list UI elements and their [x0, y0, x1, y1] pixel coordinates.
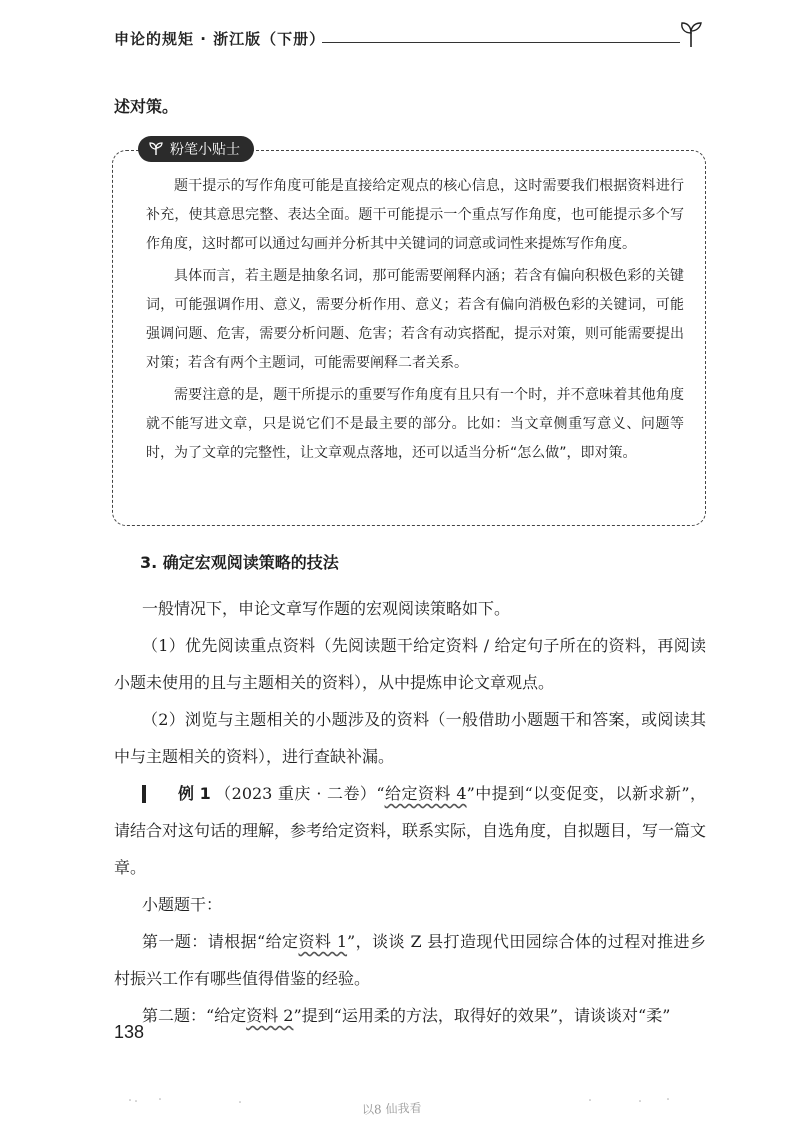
tip-paragraph: 需要注意的是，题干所提示的重要写作角度有且只有一个时，并不意味着其他角度就不能写进文章，只是说它们不是最主要的部分。比如：当文章侧重写意义、问题等时，为了文章的完整性，让文章观点落地，还可以适当分析“怎么做”，即对策。 — [146, 387, 684, 461]
example-text-b: ”中提到“以变促变，以新求新”，请结合对这句话的理解，参考给定资料，联系实际，自选角度，自拟题目，写一篇文章。 — [114, 784, 707, 877]
main-body — [114, 590, 706, 1034]
sub-heading: 小题题干： — [142, 895, 223, 914]
question-2 — [114, 997, 706, 1034]
question-1-text-a: 第一题：请根据“给定 — [142, 932, 299, 951]
leaf-icon — [148, 142, 164, 156]
tip-badge-label: 粉笔小贴士 — [170, 142, 240, 158]
section-title: 3. 确定宏观阅读策略的技法 — [140, 553, 339, 572]
header-rule — [322, 42, 680, 43]
question-1-text-b: ”，谈谈 Z 县打造现代田园综合体的过程对推进乡村振兴工作有哪些值得借鉴的经验。 — [114, 932, 706, 988]
question-2-text-b: ”提到“运用柔的方法，取得好的效果”，请谈谈对“柔” — [293, 1006, 671, 1025]
lead-text: 述对策。 — [114, 97, 179, 116]
page-number: 138 — [114, 1022, 145, 1042]
question-1 — [114, 923, 706, 997]
question-2-text-a: 第二题：“给定 — [142, 1006, 247, 1025]
sprout-icon — [678, 20, 704, 48]
tip-body — [146, 172, 684, 471]
tip-paragraph: 具体而言，若主题是抽象名词，那可能需要阐释内涵；若含有偏向积极色彩的关键词，可能强调作用、意义，需要分析作用、意义；若含有偏向消极色彩的关键词，可能强调问题、危害，需要分析问题、危害；若含有动宾搭配，提示对策，则可能需要提出对策；若含有两个主题词，可能需要阐释二者关系。 — [146, 268, 684, 371]
handwritten-note: 以8 仙我看 — [361, 1100, 422, 1118]
example-paragraph — [114, 775, 706, 886]
strategy-item-2: （2）浏览与主题相关的小题涉及的资料（一般借助小题题干和答案，或阅读其中与主题相关的资料），进行查缺补漏。 — [114, 710, 706, 766]
question-1-reference: 资料 1 — [298, 932, 348, 951]
tip-paragraph: 题干提示的写作角度可能是直接给定观点的核心信息，这时需要我们根据资料进行补充，使其意思完整、表达全面。题干可能提示一个重点写作角度，也可能提示多个写作角度，这时都可以通过勾画并分析其中关键词的词意或词性来提炼写作角度。 — [146, 178, 684, 252]
running-header — [114, 26, 704, 54]
example-reference: 给定资料 4 — [384, 784, 467, 803]
strategy-item-1: （1）优先阅读重点资料（先阅读题干给定资料 / 给定句子所在的资料，再阅读小题未使用的且与主题相关的资料），从中提炼申论文章观点。 — [114, 636, 706, 692]
example-tag: 例 1 — [142, 785, 211, 803]
example-text-a: （2023 重庆 · 二卷）“ — [214, 784, 385, 803]
book-title: 申论的规矩 · 浙江版（下册） — [114, 30, 326, 48]
intro-paragraph: 一般情况下，申论文章写作题的宏观阅读策略如下。 — [142, 599, 511, 618]
tip-badge — [138, 136, 254, 162]
question-2-reference: 资料 2 — [246, 1006, 294, 1025]
